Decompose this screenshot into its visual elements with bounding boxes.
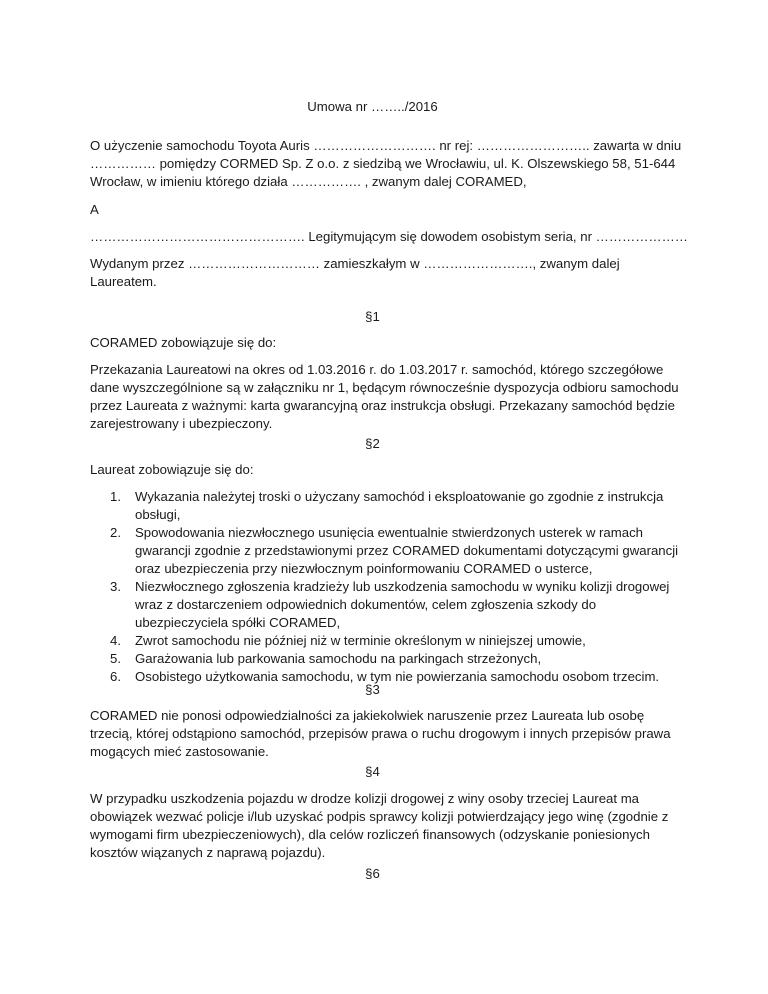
section-2-obligations-list bbox=[90, 488, 690, 686]
list-item: Niezwłocznego zgłoszenia kradzieży lub uszkodzenia samochodu w wyniku kolizji drogowej wraz z dostarczeniem odpowiednich dokumentów, celem zgłoszenia szkody do ubezpieczyciela spółki CORAMED, bbox=[135, 579, 670, 630]
list-item: Garażowania lub parkowania samochodu na parkingach strzeżonych, bbox=[135, 651, 542, 666]
list-item: Wykazania należytej troski o użyczany samochód i eksploatowanie go zgodnie z instrukcja obsługi, bbox=[135, 489, 664, 522]
section-1-lead: CORAMED zobowiązuje się do: bbox=[90, 335, 277, 350]
section-1-heading: §1 bbox=[365, 309, 380, 324]
section-2-lead: Laureat zobowiązuje się do: bbox=[90, 462, 254, 477]
contract-title: Umowa nr ……../2016 bbox=[307, 99, 438, 115]
issued-line: Wydanym przez ………………………… zamieszkałym w ……………………., zwanym dalej Laureatem. bbox=[90, 256, 620, 289]
section-1-body: Przekazania Laureatowi na okres od 1.03.2016 r. do 1.03.2017 r. samochód, którego szczegółowe dane wyszczególnione są w załączniku nr 1, będącym równocześnie dyspozycja odbioru samochodu przez Laureata z ważnymi: karta gwarancyjną oraz instrukcja obsługi. Przekazany samochód będzie zarejestrowany i ubezpieczony. bbox=[90, 362, 679, 431]
list-item: Spowodowania niezwłocznego usunięcia ewentualnie stwierdzonych usterek w ramach gwarancji zgodnie z przedstawionymi przez CORAMED dokumentami dotyczącymi gwarancji oraz ubezpieczenia przy niezwłocznym poinformowaniu CORAMED o usterce, bbox=[135, 525, 679, 576]
list-item: Zwrot samochodu nie później niż w terminie określonym w niniejszej umowie, bbox=[135, 633, 586, 648]
section-4-body: W przypadku uszkodzenia pojazdu w drodze kolizji drogowej z winy osoby trzeciej Laureat ma obowiązek wezwać policje i/lub uzyskać podpis sprawcy kolizji potwierdzający jego winę (zgodnie z wymogami firm ubezpieczeniowych), dla celów rozliczeń finansowych (odzyskanie poniesionych kosztów wiązanych z naprawą pojazdu). bbox=[90, 791, 669, 860]
list-item: Osobistego użytkowania samochodu, w tym nie powierzania samochodu osobom trzecim. bbox=[135, 669, 660, 684]
section-6-heading: §6 bbox=[365, 866, 380, 881]
intro-paragraph: O użyczenie samochodu Toyota Auris ………………………. nr rej: …………………….. zawarta w dniu …………… pomiędzy CORMED Sp. Z o.o. z siedzibą we Wrocławiu, ul. K. Olszewskiego 58, 51-644 Wrocław, w imieniu którego działa ……………. , zwanym dalej CORAMED, bbox=[90, 138, 682, 189]
section-3-body: CORAMED nie ponosi odpowiedzialności za jakiekolwiek naruszenie przez Laureata lub osobę trzecią, której odstąpiono samochód, przepisów prawa o ruchu drogowym i innych przepisów prawa mogących mieć zastosowanie. bbox=[90, 708, 671, 759]
and-label: A bbox=[90, 202, 99, 217]
party-line: …………………………………………. Legitymującym się dowodem osobistym seria, nr ………………… bbox=[90, 229, 688, 244]
section-2-heading: §2 bbox=[365, 436, 380, 451]
section-3-heading: §3 bbox=[365, 682, 380, 697]
section-4-heading: §4 bbox=[365, 764, 380, 779]
